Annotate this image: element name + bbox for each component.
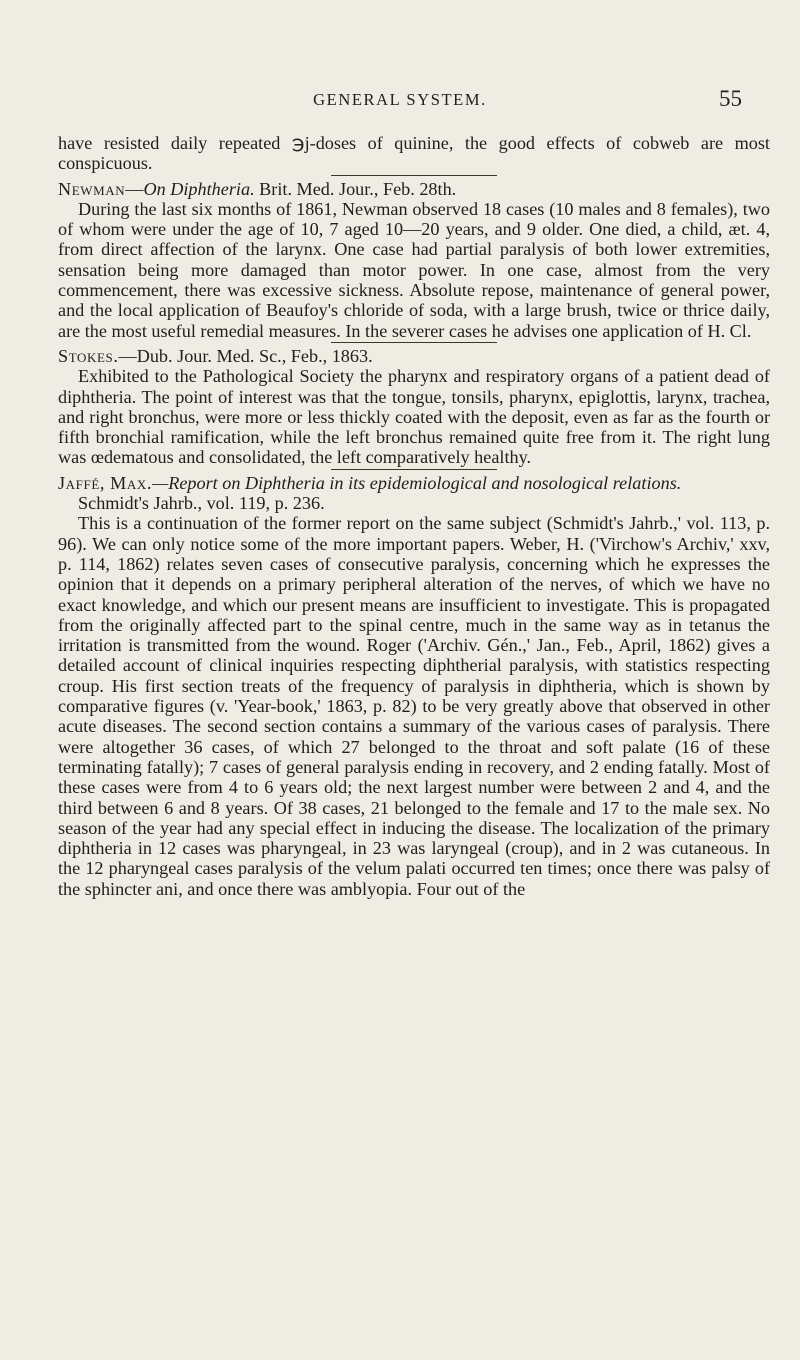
newman-citation: Brit. Med. Jour., Feb. 28th.	[259, 178, 457, 199]
stokes-entry-heading	[58, 346, 770, 366]
stokes-body: Exhibited to the Pathological Society the pharynx and respiratory organs of a patient dead of diphtheria. The point of interest was that the tongue, tonsils, pharynx, epiglottis, larynx, trachea, and right bronchus, were more or less thickly coated with the deposit, even as far as the fourth or fifth bronchial ramification, while the left bronchus remained quite free from it. The right lung was œdematous and consolidated, the left comparatively healthy.	[58, 366, 770, 468]
jaffe-body: This is a continuation of the former report on the same subject (Schmidt's Jahrb.,' vol. 113, p. 96). We can only notice some of the more important papers. Weber, H. ('Virchow's Archiv,' xxv, p. 114, 1862) relates seven cases of consecutive paralysis, concerning which he expresses the opinion that it depends on a primary peripheral alteration of the nerves, of which we have no exact knowledge, and which our present means are insufficient to investigate. This is propagated from the originally affected part to the spinal centre, much in the same way as in tetanus the irritation is transmitted from the wound. Roger ('Archiv. Gén.,' Jan., Feb., April, 1862) gives a detailed account of clinical inquiries respecting diphtherial paralysis, with statistics respecting croup. His first section treats of the frequency of paralysis in diphtheria, which is shown by comparative figures (v. 'Year-book,' 1863, p. 82) to be very greatly above that observed in other acute diseases. The second section contains a summary of the various cases of paralysis. There were altogether 36 cases, of which 27 belonged to the throat and soft palate (16 of these terminating fatally); 7 cases of general paralysis ending in recovery, and 2 ending fatally. Most of these cases were from 4 to 6 years old; the next largest number were between 2 and 4, and the third between 6 and 8 years. Of 38 cases, 21 belonged to the female and 17 to the male sex. No season of the year had any special effect in inducing the disease. The localization of the primary diphtheria in 12 cases was pharyngeal, in 23 was laryngeal (croup), and in 2 was cutaneous. In the 12 pharyngeal cases paralysis of the velum palati occurred ten times; once there was palsy of the sphincter ani, and once there was amblyopia. Four out of the	[58, 513, 770, 899]
body-text	[58, 133, 770, 899]
newman-author: Newman	[58, 178, 126, 199]
jaffe-author: Jaffé, Max.	[58, 472, 153, 493]
running-head-title: GENERAL SYSTEM.	[313, 90, 487, 109]
jaffe-title: —Report on Diphtheria in its epidemiological and nosological relations.	[152, 472, 682, 493]
section-divider	[331, 175, 497, 176]
jaffe-citation: Schmidt's Jahrb., vol. 119, p. 236.	[78, 493, 325, 514]
section-divider	[331, 469, 497, 470]
jaffe-entry-heading	[58, 473, 770, 493]
stokes-citation: —Dub. Jour. Med. Sc., Feb., 1863.	[118, 345, 373, 366]
stokes-author: Stokes.	[58, 345, 119, 366]
newman-entry-heading: Newman—On Diphtheria. Brit. Med. Jour., Feb. 28th.	[58, 178, 457, 199]
newman-title: On Diphtheria.	[143, 178, 255, 199]
continuation-paragraph: have resisted daily repeated ℈j-doses of quinine, the good effects of cobweb are most conspicuous.	[58, 133, 770, 174]
newman-body: During the last six months of 1861, Newman observed 18 cases (10 males and 8 females), two of whom were under the age of 10, 7 aged 10—20 years, and 9 older. One died, a child, æt. 4, from direct affection of the larynx. One case had partial paralysis of both lower extremities, sensation being more damaged than motor power. In one case, almost from the very commencement, there was excessive sickness. Absolute repose, maintenance of general power, and the local application of Beaufoy's chloride of soda, with a large brush, twice or thrice daily, are the most useful remedial measures. In the severer cases he advises one application of H. Cl.	[58, 198, 770, 341]
page-number: 55	[719, 86, 742, 111]
section-divider	[331, 342, 497, 343]
running-head	[0, 86, 800, 116]
